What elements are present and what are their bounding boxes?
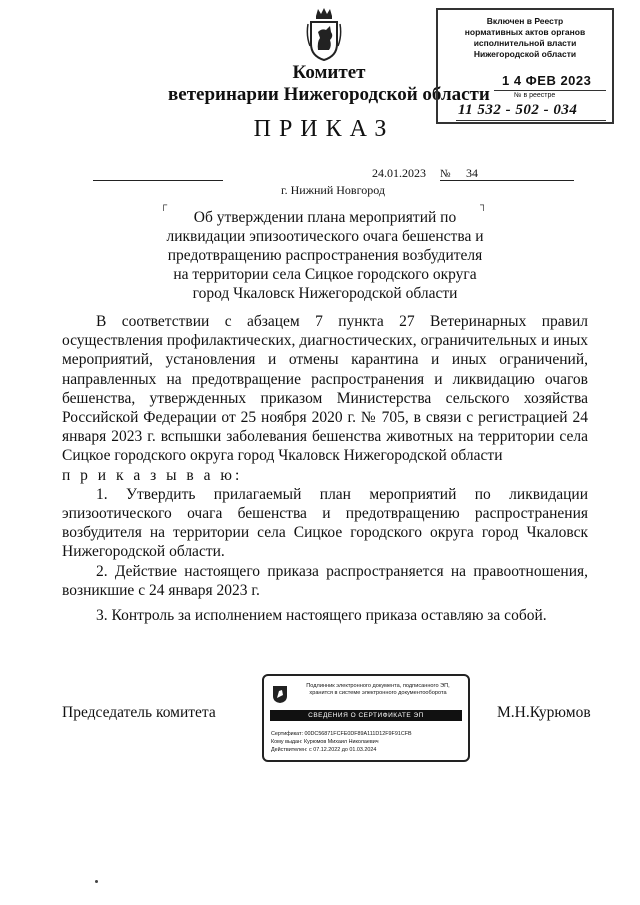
- scan-speck: [95, 880, 98, 883]
- esig-valid-label: Действителен:: [271, 747, 308, 753]
- subject-corner-left: ┌: [160, 200, 168, 211]
- nizhny-novgorod-coat-of-arms-icon: [306, 6, 342, 62]
- order-item: 1. Утвердить прилагаемый план мероприятий по ликвидации эпизоотического очага бешенства и предотвращению распространения возбудителя на территории села Сицкое городского округа город Чкаловск Нижегородской области.: [62, 485, 588, 561]
- subject-line: ликвидации эпизоотического очага бешенства и: [166, 228, 484, 245]
- esig-certificate-value: 00DC56871FCFE0DF89A111D12F9F91CFB: [304, 731, 412, 737]
- document-number-label: №: [440, 168, 451, 180]
- esig-issued-value: Курюмов Михаил Николаевич: [303, 739, 379, 745]
- document-city: г. Нижний Новгород: [281, 183, 385, 197]
- registry-stamp-reg-number: 11 532 - 502 - 034: [458, 102, 578, 118]
- esig-issued-row: [271, 739, 379, 745]
- subject-line: Об утверждении плана мероприятий по: [193, 209, 457, 226]
- order-item: 2. Действие настоящего приказа распространяется на правоотношения, возникшие с 24 января 2023 г.: [62, 562, 588, 599]
- subject-line: предотвращению распространения возбудителя: [167, 247, 483, 264]
- esig-valid-row: [271, 747, 376, 753]
- registry-stamp-reg-label: № в реестре: [514, 92, 556, 99]
- order-item: 3. Контроль за исполнением настоящего приказа оставляю за собой.: [96, 607, 547, 625]
- registry-stamp-title-line: Нижегородской области: [473, 49, 577, 59]
- org-name-line2: ветеринарии Нижегородской области: [168, 84, 490, 105]
- coat-of-arms-icon: [272, 682, 288, 704]
- signatory-name: М.Н.Курюмов: [497, 704, 591, 721]
- registry-stamp-date-line: [494, 90, 606, 91]
- esig-notice: [292, 683, 464, 697]
- signatory-position: Председатель комитета: [62, 704, 216, 721]
- electronic-signature-stamp: [262, 674, 470, 762]
- esig-notice-line: хранится в системе электронного документооборота: [309, 690, 447, 696]
- subject-line: на территории села Сицкое городского округа: [173, 266, 477, 283]
- esig-certificate-header: СВЕДЕНИЯ О СЕРТИФИКАТЕ ЭП: [270, 710, 462, 721]
- org-name-line1: Комитет: [292, 62, 366, 83]
- registry-stamp-title-line: нормативных актов органов: [464, 27, 586, 37]
- registry-stamp-title: [438, 16, 612, 60]
- number-underline: [440, 180, 574, 181]
- document-title: ПРИКАЗ: [253, 116, 395, 142]
- esig-certificate-row: [271, 731, 412, 737]
- document-number: 34: [466, 166, 478, 180]
- registry-stamp-date: 1 4 ФЕВ 2023: [502, 73, 592, 88]
- registry-stamp-title-line: исполнительной власти: [473, 38, 577, 48]
- esig-valid-value: с 07.12.2022 до 01.03.2024: [309, 747, 377, 753]
- esig-certificate-label: Сертификат:: [271, 731, 304, 737]
- esig-issued-label: Кому выдан:: [271, 739, 303, 745]
- esig-notice-line: Подлинник электронного документа, подписанного ЭП,: [306, 683, 450, 689]
- document-subject: [160, 208, 490, 303]
- order-word: п р и к а з ы в а ю:: [62, 466, 243, 484]
- document-body: [62, 312, 588, 625]
- subject-line: город Чкаловск Нижегородской области: [192, 285, 458, 302]
- registry-stamp-title-line: Включен в Реестр: [486, 16, 564, 26]
- document-date: 24.01.2023: [372, 166, 426, 180]
- registry-stamp: [436, 8, 614, 124]
- subject-corner-right: ┐: [480, 200, 488, 211]
- blank-underline: [93, 180, 223, 181]
- preamble-paragraph: В соответствии с абзацем 7 пункта 27 Ветеринарных правил осуществления профилактических, диагностических, ограничительных и иных мероприятий, установления и отмены карантина и иных ограничений, направленных на предотвращение распространения и ликвидацию очагов бешенства, утвержденных приказом Министерства сельского хозяйства Российской Федерации от 25 ноября 2020 г. № 705, в связи с регистрацией 24 января 2023 г. вспышки заболевания бешенства животных на территории села Сицкое городского округа город Чкаловск Нижегородской области: [62, 313, 588, 465]
